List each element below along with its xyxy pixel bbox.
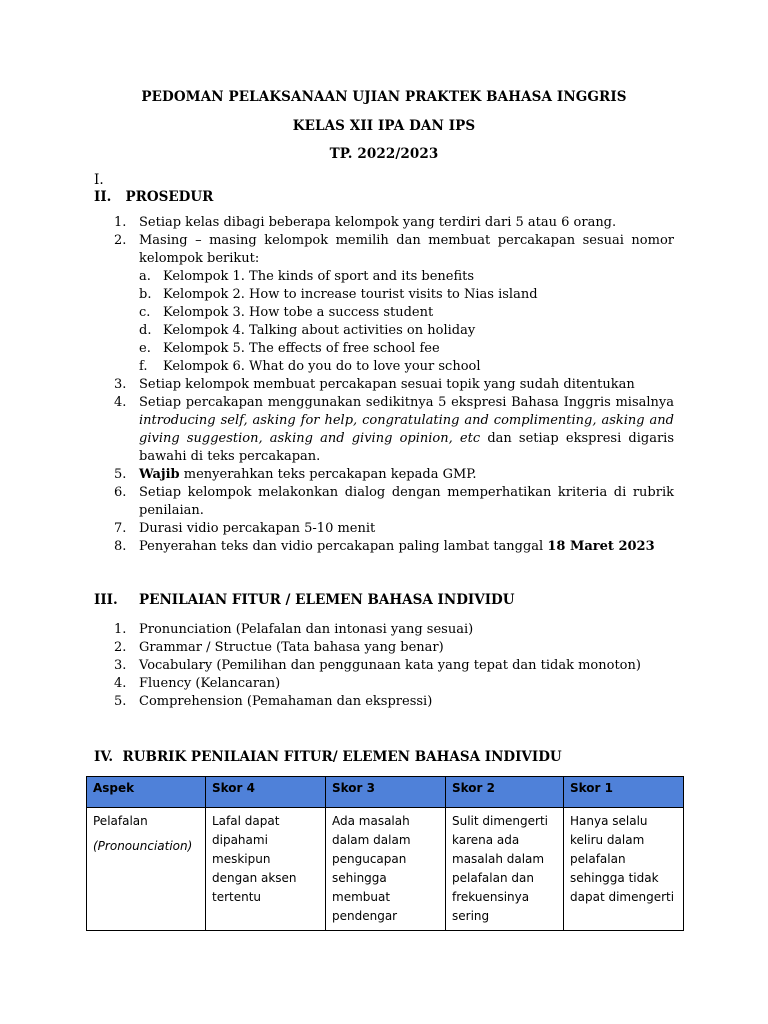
- column-header: Skor 2: [446, 777, 564, 808]
- list-item: 3. Setiap kelompok membuat percakapan sesuai topik yang sudah ditentukan: [114, 377, 635, 392]
- section-numeral: III.: [94, 592, 118, 608]
- section-title: RUBRIK PENILAIAN FITUR/ ELEMEN BAHASA INDIVIDU: [122, 749, 562, 765]
- prosedur-list: [114, 214, 674, 556]
- list-item: 6. Setiap kelompok melakonkan dialog dengan memperhatikan kriteria di rubrik penilaian.: [114, 485, 674, 518]
- list-item: 2. Grammar / Structue (Tata bahasa yang benar): [114, 640, 444, 655]
- list-item: 2. Masing – masing kelompok memilih dan membuat percakapan sesuai nomor kelompok berikut:: [114, 233, 674, 266]
- column-header: Skor 4: [206, 777, 326, 808]
- empty-section-numeral: I.: [94, 172, 104, 188]
- list-item: 3. Vocabulary (Pemilihan dan penggunaan kata yang tepat dan tidak monoton): [114, 658, 641, 673]
- list-item: 1. Setiap kelas dibagi beberapa kelompok yang terdiri dari 5 atau 6 orang.: [114, 215, 617, 230]
- table-header-row: [87, 777, 684, 808]
- list-item: 4. Setiap percakapan menggunakan sedikitnya 5 ekspresi Bahasa Inggris misalnya introducing self, asking for help, congratulating and complimenting, asking and giving suggestion, asking and giving opinion, etc dan setiap ekspresi digaris bawahi di teks percakapan.: [114, 395, 674, 464]
- aspect-cell: [87, 808, 206, 931]
- column-header: Skor 3: [326, 777, 446, 808]
- skor1-cell: Hanya selalu keliru dalam pelafalan sehingga tidak dapat dimengerti: [564, 808, 684, 931]
- list-item: 7. Durasi vidio percakapan 5-10 menit: [114, 521, 376, 536]
- group-item: f. Kelompok 6. What do you do to love your school: [139, 359, 481, 374]
- aspect-name: Pelafalan: [93, 814, 148, 828]
- table-row: [87, 808, 684, 931]
- doc-title-line3: TP. 2022/2023: [329, 146, 439, 162]
- skor4-cell: Lafal dapat dipahami meskipun dengan aksen tertentu: [206, 808, 326, 931]
- group-item: a. Kelompok 1. The kinds of sport and its benefits: [139, 269, 475, 284]
- section-rubrik-heading: [94, 749, 562, 765]
- list-item: 5. Comprehension (Pemahaman dan ekspressi): [114, 694, 433, 709]
- list-item: 8. Penyerahan teks dan vidio percakapan paling lambat tanggal 18 Maret 2023: [114, 539, 655, 554]
- section-prosedur-heading: [94, 189, 213, 205]
- skor2-cell: Sulit dimengerti karena ada masalah dalam pelafalan dan frekuensinya sering: [446, 808, 564, 931]
- group-item: d. Kelompok 4. Talking about activities on holiday: [139, 323, 476, 338]
- doc-title-line2: KELAS XII IPA DAN IPS: [292, 118, 476, 134]
- column-header: Skor 1: [564, 777, 684, 808]
- list-item: 5. Wajib menyerahkan teks percakapan kepada GMP.: [114, 467, 477, 482]
- list-item: 4. Fluency (Kelancaran): [114, 676, 281, 691]
- section-penilaian-title: PENILAIAN FITUR / ELEMEN BAHASA INDIVIDU: [139, 592, 515, 608]
- list-item: 1. Pronunciation (Pelafalan dan intonasi yang sesuai): [114, 622, 474, 637]
- skor3-cell: Ada masalah dalam dalam pengucapan sehingga membuat pendengar: [326, 808, 446, 931]
- section-title: PROSEDUR: [125, 189, 214, 205]
- rubric-table: [86, 776, 684, 931]
- group-item: b. Kelompok 2. How to increase tourist visits to Nias island: [139, 287, 538, 302]
- penilaian-list: [114, 621, 674, 711]
- group-item: e. Kelompok 5. The effects of free school fee: [139, 341, 440, 356]
- column-header: Aspek: [87, 777, 206, 808]
- doc-title-line1: PEDOMAN PELAKSANAAN UJIAN PRAKTEK BAHASA INGGRIS: [141, 89, 627, 105]
- section-numeral: II.: [94, 189, 112, 205]
- section-numeral: IV.: [94, 749, 114, 765]
- section-penilaian-heading: [94, 592, 118, 608]
- group-item: c. Kelompok 3. How tobe a success student: [139, 305, 434, 320]
- aspect-sub: (Pronounciation): [93, 839, 193, 853]
